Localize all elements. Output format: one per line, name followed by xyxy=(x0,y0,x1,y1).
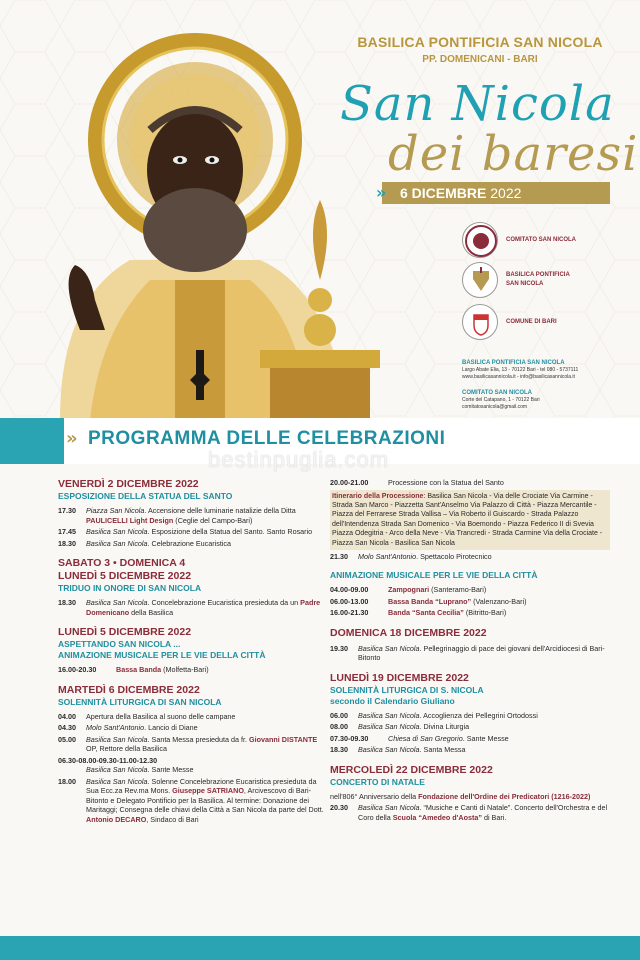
text: . Celebrazione Eucaristica xyxy=(147,538,232,548)
time: 18.30 xyxy=(58,598,76,607)
text: OP, Rettore della Basilica xyxy=(86,744,167,753)
event-subtitle: secondo il Calendario Giuliano xyxy=(330,695,455,706)
event-day: LUNEDÌ 5 DICEMBRE 2022 xyxy=(58,626,192,638)
time: 17.30 xyxy=(58,506,76,515)
text: . Lancio di Diane xyxy=(144,723,198,732)
papal-coat-icon xyxy=(462,262,498,298)
event-subtitle: CONCERTO DI NATALE xyxy=(330,776,425,787)
schedule-row xyxy=(330,803,610,822)
time: 07.30-09.30 xyxy=(330,733,369,743)
text: . “Musiche e Canti di Natale”. Concerto dell'Orchestra e del Coro della xyxy=(358,803,608,822)
schedule-row xyxy=(58,712,328,722)
event-subtitle: ASPETTANDO SAN NICOLA ... xyxy=(58,639,181,649)
event-date-year: 2022 xyxy=(490,185,522,201)
chevron-right-icon: » xyxy=(376,183,387,202)
schedule-row xyxy=(330,711,610,721)
logo-comitato xyxy=(462,222,576,258)
time: 19.30 xyxy=(330,643,348,653)
text: (Santeramo-Bari) xyxy=(429,585,487,595)
itinerary-text: : Basilica San Nicola - Via delle Crociate Via Carmine - Strada San Marco - Piazzetta Sant'Anselmo Via Palazzo di Città - Piazza Mercantile - Piazza del Ferrarese Strada Vallisa – Via Roberto il Guiscardo - Strada Palazzo dell'Intendenza Strada San Domenico - Via Boemondo - Piazza Federico II di Svevia Piazza Odegitria - Arco della Neve - Via Trancredi - Strada Carmine Via della Crociate - Piazza San Nicola - Basilica San Nicola xyxy=(332,492,603,547)
title-script-line1: San Nicola xyxy=(340,76,615,132)
highlight: Giuseppe SATRIANO xyxy=(172,786,244,795)
place: Molo Sant'Antonio xyxy=(86,723,145,732)
time: 04.30 xyxy=(58,723,76,732)
time: 06.30-08.00-09.30-11.00-12.30 xyxy=(58,755,158,765)
highlight: Padre Domenicano xyxy=(86,598,321,617)
schedule-row xyxy=(58,756,328,775)
time: 21.30 xyxy=(330,551,348,561)
comitato-seal-icon xyxy=(462,222,498,258)
place: Basilica San Nicola xyxy=(86,538,148,548)
title-script-line2: dei baresi xyxy=(388,126,639,182)
text: . Sante Messe xyxy=(147,765,194,774)
schedule-row xyxy=(330,552,610,562)
description xyxy=(86,506,328,525)
schedule-row xyxy=(330,608,610,618)
basilica-title: BASILICA PONTIFICIA SAN NICOLA xyxy=(357,34,603,50)
text: . Santa Messa presieduta da fr. xyxy=(147,734,250,744)
event-section xyxy=(58,626,328,675)
schedule-row xyxy=(58,665,328,675)
event-section xyxy=(330,672,610,755)
program-right-column xyxy=(330,478,610,822)
event-section xyxy=(330,627,610,663)
description xyxy=(388,608,610,618)
logo-label-comitato: COMITATO SAN NICOLA xyxy=(506,236,576,243)
event-day: MARTEDÌ 6 DICEMBRE 2022 xyxy=(58,683,200,696)
saint-nicholas-statue-image xyxy=(20,30,395,420)
contact-comitato-address: Corte del Catapano, 1 - 70122 Bari xyxy=(462,397,540,403)
time: 18.30 xyxy=(58,538,76,548)
place: Basilica San Nicola xyxy=(358,803,420,813)
event-day: MERCOLEDÌ 22 DICEMBRE 2022 xyxy=(330,763,493,776)
schedule-row xyxy=(58,527,328,537)
place: Basilica San Nicola xyxy=(358,745,420,755)
logo-label-basilica: BASILICA PONTIFICIA SAN NICOLA xyxy=(506,272,570,287)
text: . Pellegrinaggio di pace dei giovani dell'Arcidiocesi di Bari-Bitonto xyxy=(358,643,605,663)
highlight: Bassa Banda xyxy=(116,665,162,674)
event-day: SABATO 3 • DOMENICA 4 xyxy=(58,557,186,569)
footer-band xyxy=(0,936,640,960)
contact-basilica-address: Largo Abate Elia, 13 - 70122 Bari - tel 080 - 5737111 xyxy=(462,367,579,373)
place: Basilica San Nicola xyxy=(86,598,148,607)
description xyxy=(86,777,328,825)
description xyxy=(86,539,328,549)
description xyxy=(116,665,328,675)
description xyxy=(358,803,610,822)
time: 20.30 xyxy=(330,803,348,813)
highlight: Giovanni DISTANTE xyxy=(249,734,318,744)
description xyxy=(86,527,328,537)
event-day: VENERDÌ 2 DICEMBRE 2022 xyxy=(58,478,199,490)
text: (Molfetta-Bari) xyxy=(161,665,209,674)
time: 04.00 xyxy=(58,711,76,721)
time: 18.30 xyxy=(330,745,348,755)
description xyxy=(358,644,610,663)
place: Piazza San Nicola xyxy=(86,506,145,515)
text: . Concelebrazione Eucaristica presieduta da un xyxy=(147,598,301,607)
bari-crest-icon xyxy=(462,304,498,340)
schedule-row xyxy=(330,478,610,488)
event-date-day: 6 DICEMBRE xyxy=(400,185,487,201)
place: Molo Sant'Antonio xyxy=(358,551,417,561)
place: Basilica San Nicola xyxy=(358,710,420,720)
logo-label-comune: COMUNE DI BARI xyxy=(506,318,557,325)
event-subtitle: ESPOSIZIONE DELLA STATUA DEL SANTO xyxy=(58,491,233,501)
contact-comitato-email[interactable]: comitatosanicola@gmail.com xyxy=(462,404,528,410)
time: 08.00 xyxy=(330,722,348,732)
schedule-row xyxy=(330,722,610,732)
event-intro xyxy=(330,792,610,802)
basilica-subtitle: PP. DOMENICANI - BARI xyxy=(422,54,538,65)
schedule-row xyxy=(58,539,328,549)
schedule-row xyxy=(330,745,610,755)
text: , Arcivescovo di Bari-Bitonto e Delegato Pontificio per la Basilica. Al termine: Donazione dei Maritaggi; Consegna delle chiavi della Città a San Nicola da parte del Dott. xyxy=(86,786,324,814)
event-section xyxy=(330,764,610,823)
description xyxy=(388,734,610,744)
description xyxy=(58,765,328,775)
text: della Basilica xyxy=(129,607,174,617)
text: (Bitritto-Bari) xyxy=(463,608,507,618)
program-left-column xyxy=(58,478,328,824)
event-day: LUNEDÌ 19 DICEMBRE 2022 xyxy=(330,671,469,684)
event-section xyxy=(330,478,610,561)
description xyxy=(86,598,328,617)
text: . Accensione delle luminarie natalizie della Ditta xyxy=(144,506,296,515)
description xyxy=(388,585,610,595)
description xyxy=(358,745,610,755)
schedule-row xyxy=(58,598,328,617)
event-subtitle: TRIDUO IN ONORE DI SAN NICOLA xyxy=(58,583,202,593)
schedule-row xyxy=(58,723,328,733)
description xyxy=(86,723,328,733)
time: 06.00 xyxy=(330,710,348,720)
place: Basilica San Nicola xyxy=(86,776,148,786)
event-subtitle: ANIMAZIONE MUSICALE PER LE VIE DELLA CITTÀ xyxy=(58,650,266,660)
place: Basilica San Nicola xyxy=(86,734,148,744)
event-section xyxy=(58,557,328,617)
time: 20.00-21.00 xyxy=(330,478,369,487)
text: . Accoglienza dei Pellegrini Ortodossi xyxy=(419,710,538,720)
schedule-row xyxy=(330,597,610,607)
contact-basilica-web[interactable]: www.basilicasannicola.it - info@basilicasannicola.it xyxy=(462,374,575,380)
description xyxy=(358,722,610,732)
text: . Sante Messe xyxy=(462,733,509,743)
procession-itinerary xyxy=(330,490,610,550)
contact-basilica xyxy=(462,360,578,381)
description xyxy=(358,552,610,562)
description xyxy=(86,735,328,754)
highlight: Banda “Santa Cecilia” xyxy=(388,608,464,618)
time: 17.45 xyxy=(58,527,76,536)
itinerary-label: Itinerario della Processione xyxy=(332,492,424,500)
description xyxy=(358,711,610,721)
schedule-row xyxy=(330,734,610,744)
schedule-row xyxy=(58,735,328,754)
event-day: DOMENICA 18 DICEMBRE 2022 xyxy=(330,626,487,639)
place: Basilica San Nicola xyxy=(86,765,148,774)
event-subtitle: SOLENNITÀ LITURGICA DI S. NICOLA xyxy=(330,684,484,695)
place: Basilica San Nicola xyxy=(86,527,148,536)
text: nell'806° Anniversario della xyxy=(330,791,419,801)
contact-basilica-title: BASILICA PONTIFICIA SAN NICOLA xyxy=(462,360,565,366)
event-section xyxy=(58,478,328,548)
schedule-row xyxy=(58,506,328,525)
text: , Sindaco di Bari xyxy=(146,814,199,824)
contact-comitato xyxy=(462,390,540,411)
time: 06.00-13.00 xyxy=(330,596,369,606)
event-subtitle: ANIMAZIONE MUSICALE PER LE VIE DELLA CITTÀ xyxy=(330,570,538,581)
schedule-row xyxy=(330,644,610,663)
description xyxy=(388,597,610,607)
logo-basilica xyxy=(462,262,576,298)
highlight: PAULICELLI Light Design xyxy=(86,515,174,525)
time: 05.00 xyxy=(58,734,76,744)
time: 16.00-21.30 xyxy=(330,608,369,618)
logo-comune xyxy=(462,304,576,340)
text: . Divina Liturgia xyxy=(419,722,470,732)
event-section xyxy=(58,684,328,825)
text: di Bari. xyxy=(481,812,507,822)
description: Processione con la Statua del Santo xyxy=(388,478,504,487)
place: Basilica San Nicola xyxy=(358,722,420,732)
text: . Esposizione della Statua del Santo. Santo Rosario xyxy=(147,527,313,536)
text: (Valenzano-Bari) xyxy=(471,596,527,606)
highlight: Fondazione dell'Ordine dei Predicatori (1216-2022) xyxy=(418,791,591,801)
event-day: LUNEDÌ 5 DICEMBRE 2022 xyxy=(58,570,192,582)
text: . Solenne Concelebrazione Eucaristica presieduta da Sua Ecc.za Rev.ma Mons. xyxy=(86,776,317,795)
event-subtitle: SOLENNITÀ LITURGICA DI SAN NICOLA xyxy=(58,696,222,707)
place: Chiesa di San Gregorio xyxy=(388,733,463,743)
text: (Ceglie del Campo-Bari) xyxy=(173,515,253,525)
highlight: Bassa Banda “Luprano” xyxy=(388,596,472,606)
date-bar xyxy=(376,182,610,204)
event-date xyxy=(400,182,521,204)
schedule-row xyxy=(330,585,610,595)
chevron-right-icon: » xyxy=(66,428,78,449)
event-section xyxy=(330,570,610,618)
text: . Santa Messa xyxy=(419,745,466,755)
highlight: Zampognari xyxy=(388,585,430,595)
schedule-row xyxy=(58,777,328,825)
program-title: PROGRAMMA DELLE CELEBRAZIONI xyxy=(88,428,446,449)
contact-comitato-title: COMITATO SAN NICOLA xyxy=(462,390,532,396)
watermark: bestinpuglia.com xyxy=(208,447,390,472)
time: 16.00-20.30 xyxy=(58,665,97,674)
time: 04.00-09.00 xyxy=(330,585,369,595)
description: Apertura della Basilica al suono delle campane xyxy=(86,711,236,721)
place: Basilica San Nicola xyxy=(358,643,420,653)
time: 18.00 xyxy=(58,776,76,786)
highlight: Scuola “Amedeo d'Aosta” xyxy=(392,812,482,822)
text: . Spettacolo Pirotecnico xyxy=(416,551,492,561)
highlight: Antonio DECARO xyxy=(86,814,147,824)
